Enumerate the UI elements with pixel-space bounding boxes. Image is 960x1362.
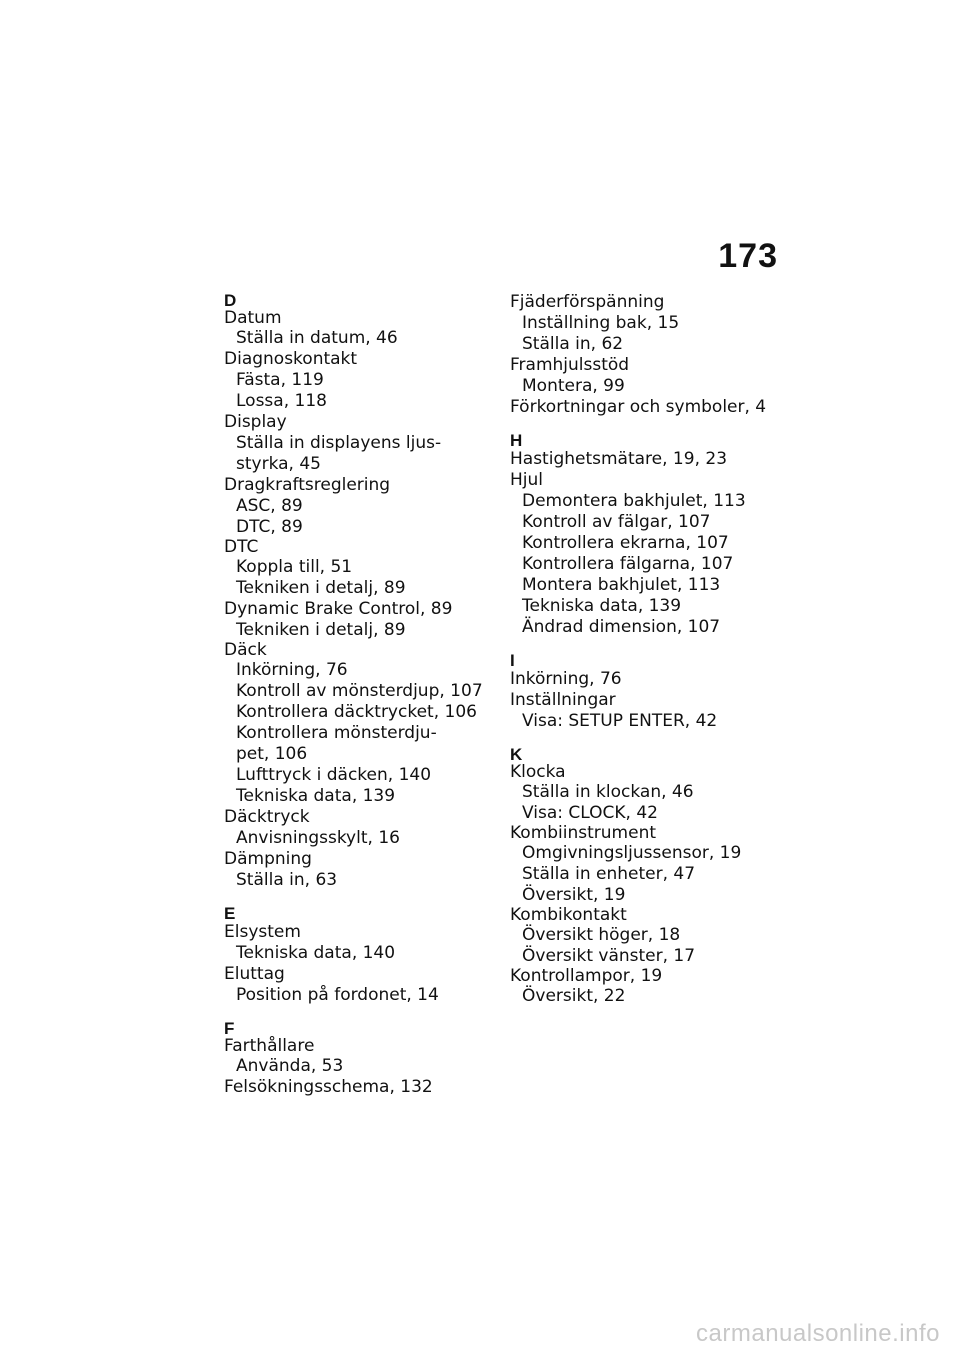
index-subentry: Översikt vänster, 17 <box>522 946 696 966</box>
index-subentry: pet, 106 <box>236 744 308 764</box>
index-subentry: ASC, 89 <box>236 496 303 516</box>
index-entry: Datum <box>224 308 282 328</box>
index-letter-h: H <box>510 431 523 450</box>
index-column-right <box>510 292 778 1007</box>
index-entry: Inkörning, 76 <box>510 669 622 689</box>
index-entry: Fjäderförspänning <box>510 292 665 312</box>
index-subentry: Översikt, 22 <box>522 986 626 1006</box>
index-subentry: Visa: SETUP ENTER, 42 <box>522 711 718 731</box>
index-entry: Kombiinstrument <box>510 823 657 843</box>
index-entry: Kontrollampor, 19 <box>510 966 663 986</box>
index-entry: Däcktryck <box>224 807 310 827</box>
index-letter-f: F <box>224 1019 235 1038</box>
index-subentry: Omgivningsljussensor, 19 <box>522 843 742 863</box>
index-subentry: Tekniken i detalj, 89 <box>236 620 406 640</box>
index-subentry: Kontrollera ekrarna, 107 <box>522 533 729 553</box>
index-subentry: Ställa in displayens ljus- <box>236 433 442 453</box>
index-subentry: Kontrollera däcktrycket, 106 <box>236 702 477 722</box>
index-entry: Däck <box>224 640 267 660</box>
index-subentry: Tekniska data, 140 <box>236 943 396 963</box>
index-subentry: Översikt höger, 18 <box>522 925 681 945</box>
index-letter-k: K <box>510 745 523 764</box>
index-entry: DTC <box>224 537 259 557</box>
index-subentry: Tekniska data, 139 <box>236 786 396 806</box>
index-letter-d: D <box>224 291 237 310</box>
index-subentry: Koppla till, 51 <box>236 557 353 577</box>
index-entry: Display <box>224 412 287 432</box>
index-subentry: Tekniska data, 139 <box>522 596 682 616</box>
index-subentry: Ändrad dimension, 107 <box>522 617 721 637</box>
index-subentry: styrka, 45 <box>236 454 321 474</box>
index-subentry: Kontrollera mönsterdju- <box>236 723 437 743</box>
index-entry: Diagnoskontakt <box>224 349 358 369</box>
index-subentry: Inställning bak, 15 <box>522 313 680 333</box>
index-letter-e: E <box>224 904 236 923</box>
index-subentry: Montera bakhjulet, 113 <box>522 575 721 595</box>
index-entry: Hjul <box>510 470 544 490</box>
index-subentry: Ställa in klockan, 46 <box>522 782 694 802</box>
page-number: 173 <box>718 237 778 275</box>
index-entry: Eluttag <box>224 964 285 984</box>
index-subentry: Använda, 53 <box>236 1056 344 1076</box>
index-entry: Dynamic Brake Control, 89 <box>224 599 453 619</box>
index-subentry: Position på fordonet, 14 <box>236 985 439 1005</box>
index-subentry: Ställa in enheter, 47 <box>522 864 696 884</box>
index-subentry: Ställa in, 63 <box>236 870 338 890</box>
index-entry: Farthållare <box>224 1036 315 1056</box>
footer-watermark: carmanualsonline.info <box>696 1320 940 1347</box>
index-entry: Elsystem <box>224 922 301 942</box>
index-subentry: Kontroll av mönsterdjup, 107 <box>236 681 483 701</box>
index-entry: Kombikontakt <box>510 905 627 925</box>
index-entry: Hastighetsmätare, 19, 23 <box>510 449 728 469</box>
index-subentry: Lossa, 118 <box>236 391 327 411</box>
index-entry: Dragkraftsreglering <box>224 475 391 495</box>
index-subentry: Visa: CLOCK, 42 <box>522 803 658 823</box>
index-subentry: Fästa, 119 <box>236 370 324 390</box>
index-subentry: Montera, 99 <box>522 376 625 396</box>
index-subentry: DTC, 89 <box>236 517 303 537</box>
index-subentry: Ställa in, 62 <box>522 334 624 354</box>
index-letter-i: I <box>510 651 515 670</box>
index-subentry: Kontrollera fälgarna, 107 <box>522 554 734 574</box>
index-subentry: Tekniken i detalj, 89 <box>236 578 406 598</box>
index-column-left <box>224 292 492 1098</box>
index-entry: Klocka <box>510 762 566 782</box>
index-subentry: Inkörning, 76 <box>236 660 348 680</box>
index-entry: Förkortningar och symboler, 4 <box>510 397 767 417</box>
index-subentry: Demontera bakhjulet, 113 <box>522 491 746 511</box>
index-subentry: Anvisningsskylt, 16 <box>236 828 400 848</box>
index-entry: Felsökningsschema, 132 <box>224 1077 433 1097</box>
index-subentry: Ställa in datum, 46 <box>236 328 398 348</box>
index-entry: Framhjulsstöd <box>510 355 630 375</box>
index-entry: Inställningar <box>510 690 616 710</box>
index-subentry: Lufttryck i däcken, 140 <box>236 765 432 785</box>
index-entry: Dämpning <box>224 849 312 869</box>
index-subentry: Kontroll av fälgar, 107 <box>522 512 711 532</box>
index-subentry: Översikt, 19 <box>522 885 626 905</box>
